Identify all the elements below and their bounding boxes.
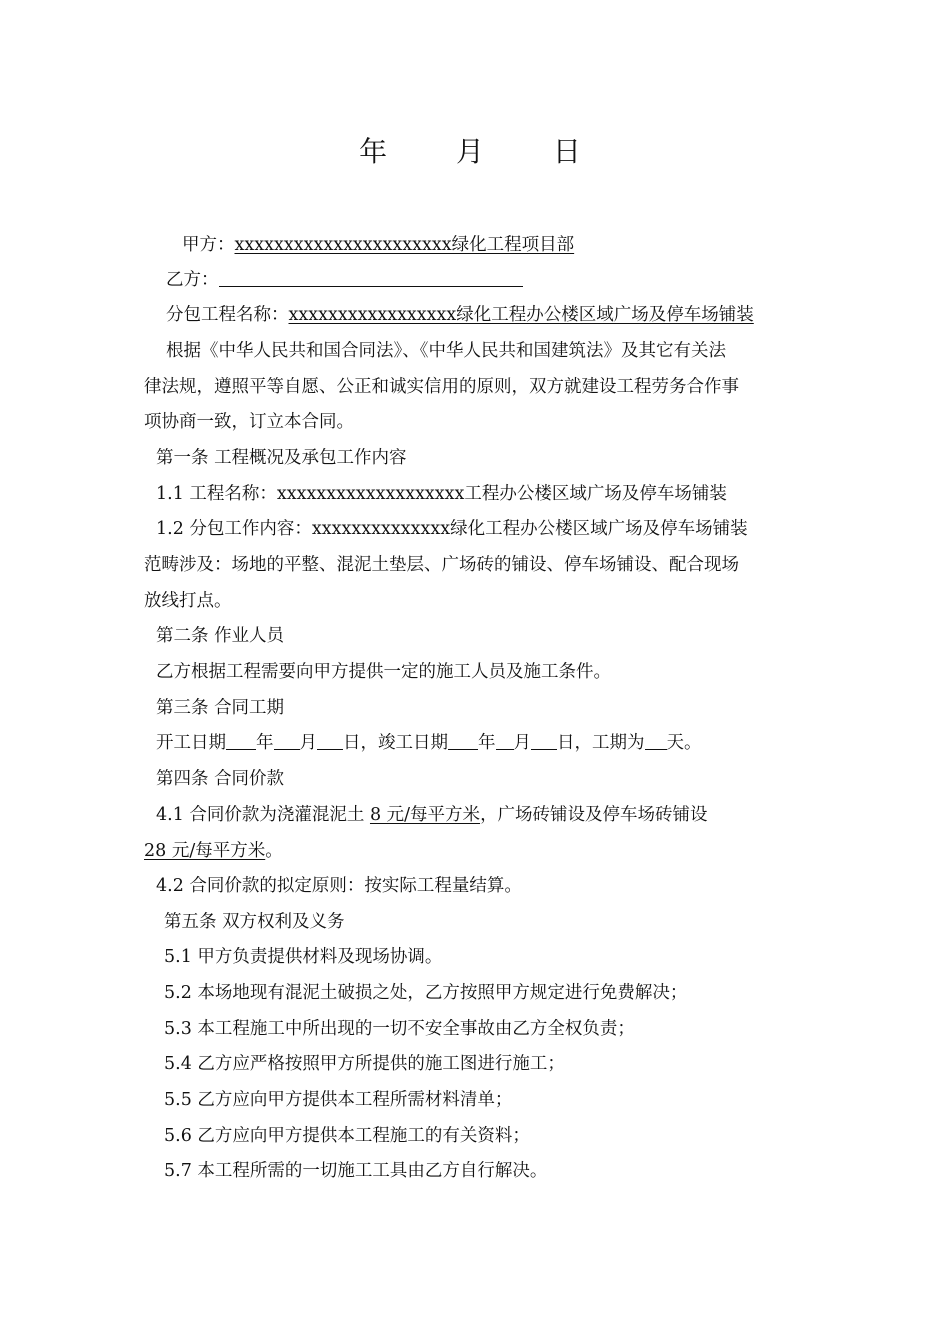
- price-intro: 4.1 合同价款为浇灌混泥土: [156, 805, 370, 825]
- days-label: 天。: [666, 733, 702, 753]
- article-5-item: 5.6 乙方应向甲方提供本工程施工的有关资料；: [164, 1126, 530, 1146]
- article-1-scope-end: 放线打点。: [144, 591, 232, 611]
- start-day-blank: [317, 731, 343, 750]
- start-month-blank: [274, 731, 300, 750]
- article-5-item: 5.5 乙方应向甲方提供本工程所需材料清单；: [164, 1090, 513, 1110]
- party-a-line: [182, 233, 574, 257]
- month-label: 月: [299, 733, 317, 753]
- end-month-blank: [496, 731, 514, 750]
- project-line: [166, 303, 754, 327]
- article-1-heading: 第一条 工程概况及承包工作内容: [156, 448, 407, 468]
- preamble-line-3: 项协商一致，订立本合同。: [144, 412, 354, 432]
- start-date-label: 开工日期: [156, 733, 226, 753]
- party-b-line: [166, 268, 523, 292]
- article-3-heading: 第三条 合同工期: [156, 698, 285, 718]
- article-1-scope: 范畴涉及：场地的平整、混泥土垫层、广场砖的铺设、停车场铺设、配合现场: [144, 555, 739, 575]
- date-title: 年 月 日: [359, 135, 611, 168]
- article-5-item: 5.7 本工程所需的一切施工工具由乙方自行解决。: [164, 1161, 548, 1181]
- article-2-heading: 第二条 作业人员: [156, 626, 285, 646]
- article-5-item: 5.3 本工程施工中所出现的一切不安全事故由乙方全权负责；: [164, 1019, 635, 1039]
- duration-label: 日，工期为: [557, 733, 645, 753]
- project-value: xxxxxxxxxxxxxxxxx绿化工程办公楼区域广场及停车场铺装: [288, 305, 754, 325]
- article-4-heading: 第四条 合同价款: [156, 769, 285, 789]
- article-4-item-2: 4.2 合同价款的拟定原则：按实际工程量结算。: [156, 876, 522, 896]
- article-4-item-1: [156, 803, 708, 827]
- article-4-item-1-cont: [144, 839, 283, 863]
- duration-blank: [645, 731, 667, 750]
- period: 。: [265, 841, 283, 861]
- year-label: 年: [256, 733, 274, 753]
- end-day-blank: [531, 731, 557, 750]
- article-1-item-2: 1.2 分包工作内容：xxxxxxxxxxxxxx绿化工程办公楼区域广场及停车场铺装: [156, 519, 748, 539]
- party-b-label: 乙方：: [166, 270, 219, 290]
- project-label: 分包工程名称：: [166, 305, 289, 325]
- end-year-label: 年: [478, 733, 496, 753]
- party-a-label: 甲方：: [182, 235, 235, 255]
- article-5-heading: 第五条 双方权利及义务: [164, 912, 345, 932]
- article-5-item: 5.4 乙方应严格按照甲方所提供的施工图进行施工；: [164, 1054, 565, 1074]
- article-5-item: 5.2 本场地现有混泥土破损之处，乙方按照甲方规定进行免费解决；: [164, 983, 688, 1003]
- paving-price: 28 元/每平方米: [144, 841, 266, 861]
- completion-date-label: 日，竣工日期: [343, 733, 448, 753]
- article-3-dates: [156, 731, 702, 755]
- start-year-blank: [226, 731, 256, 750]
- end-month-label: 月: [513, 733, 531, 753]
- article-2-text: 乙方根据工程需要向甲方提供一定的施工人员及施工条件。: [156, 662, 611, 682]
- end-year-blank: [448, 731, 478, 750]
- article-5-item: 5.1 甲方负责提供材料及现场协调。: [164, 947, 443, 967]
- price-paving-text: ，广场砖铺设及停车场砖铺设: [480, 805, 708, 825]
- article-1-item-1: 1.1 工程名称：xxxxxxxxxxxxxxxxxxx工程办公楼区域广场及停车场铺装: [156, 484, 727, 504]
- preamble-line-1: 根据《中华人民共和国合同法》、《中华人民共和国建筑法》及其它有关法: [166, 341, 726, 361]
- party-a-value: xxxxxxxxxxxxxxxxxxxxxx绿化工程项目部: [234, 235, 575, 255]
- party-b-blank: [219, 268, 523, 287]
- concrete-price: 8 元/每平方米: [369, 805, 481, 825]
- preamble-line-2: 律法规，遵照平等自愿、公正和诚实信用的原则，双方就建设工程劳务合作事: [144, 377, 739, 397]
